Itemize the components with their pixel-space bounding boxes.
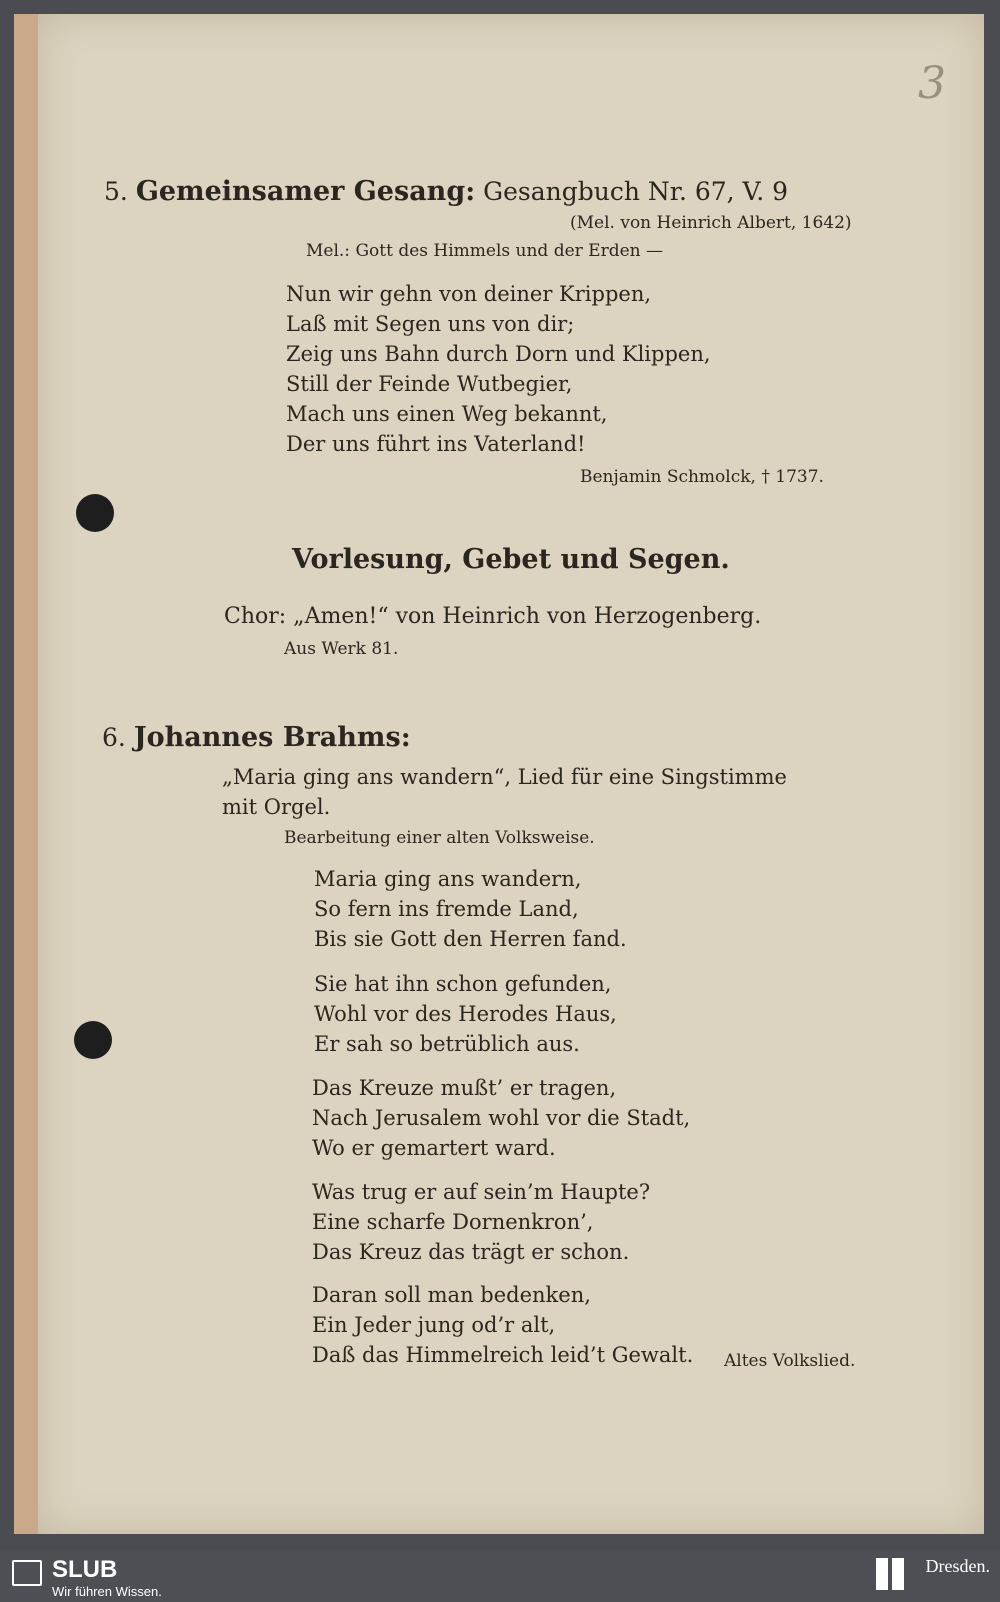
punch-hole <box>76 494 114 532</box>
section5-heading <box>104 176 788 207</box>
slub-brand: SLUB <box>52 1556 118 1583</box>
stanza-line: Sie hat ihn schon gefunden, <box>314 972 612 996</box>
section6-number: 6. <box>102 723 126 752</box>
stanza-line: So fern ins fremde Land, <box>314 897 579 921</box>
footer-bar <box>0 1550 1000 1602</box>
dresden-name: Dresden. <box>925 1556 990 1576</box>
stanza <box>314 864 627 954</box>
stanza-line: Daß das Himmelreich leid’t Gewalt. <box>312 1343 694 1367</box>
opus-note: Aus Werk 81. <box>284 639 399 659</box>
verse-line: Mach uns einen Weg bekannt, <box>286 402 608 426</box>
stanza-line: Das Kreuze mußt’ er tragen, <box>312 1076 617 1100</box>
stanza <box>314 969 617 1059</box>
interlude-title: Vorlesung, Gebet und Segen. <box>292 544 730 575</box>
stanza-line: Ein Jeder jung od’r alt, <box>312 1313 556 1337</box>
verse-line: Zeig uns Bahn durch Dorn und Klippen, <box>286 342 711 366</box>
work-title-line: „Maria ging ans wandern“, Lied für eine Singstimme <box>222 765 787 789</box>
stanza-line: Daran soll man bedenken, <box>312 1283 591 1307</box>
stanza <box>312 1177 650 1267</box>
section6-heading <box>102 722 411 753</box>
stanza-line: Wo er gemartert ward. <box>312 1136 556 1160</box>
verse-line: Still der Feinde Wutbegier, <box>286 372 573 396</box>
section6-title: Johannes Brahms: <box>133 722 411 753</box>
work-title-line: mit Orgel. <box>222 795 331 819</box>
melody-note: Mel.: Gott des Himmels und der Erden — <box>306 241 664 261</box>
book-icon <box>12 1560 42 1586</box>
stanza-line: Er sah so betrüblich aus. <box>314 1032 580 1056</box>
stanza-line: Bis sie Gott den Herren fand. <box>314 927 627 951</box>
choir-line: Chor: „Amen!“ von Heinrich von Herzogenberg. <box>224 604 762 629</box>
stanza-line: Eine scharfe Dornenkron’, <box>312 1210 594 1234</box>
work-title <box>222 762 787 822</box>
melody-credit: (Mel. von Heinrich Albert, 1642) <box>570 213 852 233</box>
stanza-line: Was trug er auf sein’m Haupte? <box>312 1180 651 1204</box>
stanza <box>312 1073 690 1163</box>
stanza-line: Wohl vor des Herodes Haus, <box>314 1002 617 1026</box>
verse-line: Laß mit Segen uns von dir; <box>286 312 575 336</box>
hymn-verse <box>286 279 711 459</box>
stanza-line: Maria ging ans wandern, <box>314 867 582 891</box>
stanza-line: Nach Jerusalem wohl vor die Stadt, <box>312 1106 691 1130</box>
dresden-crest-icon <box>876 1558 904 1590</box>
stanza-line: Das Kreuz das trägt er schon. <box>312 1240 630 1264</box>
verse-line: Nun wir gehn von deiner Krippen, <box>286 282 652 306</box>
section5-title: Gemeinsamer Gesang: <box>135 176 476 207</box>
stanza <box>312 1280 693 1370</box>
verse-line: Der uns führt ins Vaterland! <box>286 432 586 456</box>
arrangement-note: Bearbeitung einer alten Volksweise. <box>284 828 595 848</box>
section5-reference: Gesangbuch Nr. 67, V. 9 <box>483 177 789 206</box>
dresden-logo[interactable] <box>926 1556 990 1577</box>
punch-hole <box>74 1021 112 1059</box>
slub-tagline: Wir führen Wissen. <box>52 1584 162 1599</box>
page-number: 3 <box>918 58 946 109</box>
hymn-author: Benjamin Schmolck, † 1737. <box>580 467 824 487</box>
song-source: Altes Volkslied. <box>724 1351 856 1371</box>
section5-number: 5. <box>104 177 128 206</box>
